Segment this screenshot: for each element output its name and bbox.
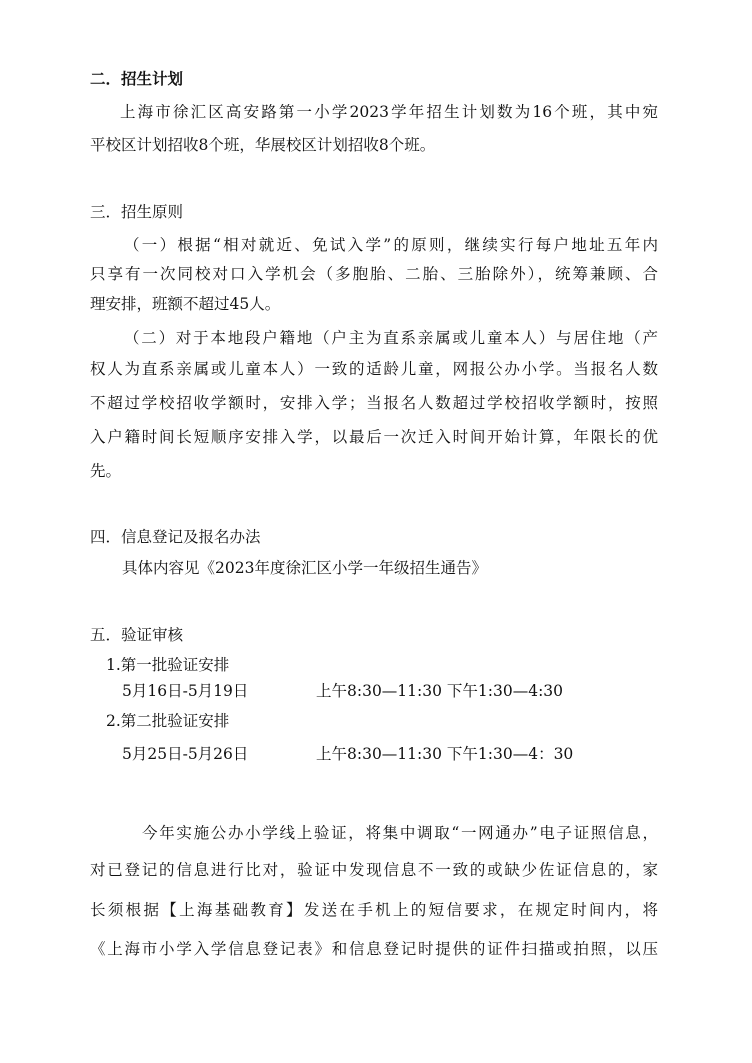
paragraph-line: 平校区计划招收8个班，华展校区计划招收8个班。 bbox=[90, 136, 436, 154]
paragraph-line: 今年实施公办小学线上验证，将集中调取“一网通办”电子证照信息， bbox=[142, 824, 658, 842]
paragraph-line: 理安排，班额不超过45人。 bbox=[90, 295, 281, 313]
paragraph-line: 不超过学校招收学额时，安排入学；当报名人数超过学校招收学额时，按照 bbox=[90, 394, 658, 412]
batch-time: 上午8:30—11:30 下午1:30—4：30 bbox=[316, 745, 574, 763]
paragraph-line: 先。 bbox=[90, 462, 122, 480]
section-heading-registration: 四．信息登记及报名办法 bbox=[90, 528, 261, 546]
paragraph-line: 具体内容见《2023年度徐汇区小学一年级招生通告》 bbox=[122, 559, 487, 577]
batch-dates: 5月25日-5月26日 bbox=[122, 745, 249, 763]
paragraph-line: （二）对于本地段户籍地（户主为直系亲属或儿童本人）与居住地（产 bbox=[124, 329, 658, 347]
paragraph-line: 长须根据【上海基础教育】发送在手机上的短信要求，在规定时间内，将 bbox=[90, 901, 658, 919]
paragraph-line: 上海市徐汇区高安路第一小学2023学年招生计划数为16个班，其中宛 bbox=[120, 103, 658, 121]
paragraph-line: （一）根据“相对就近、免试入学”的原则，继续实行每户地址五年内 bbox=[124, 236, 658, 254]
batch-time: 上午8:30—11:30 下午1:30—4:30 bbox=[316, 682, 564, 700]
paragraph-line: 权人为直系亲属或儿童本人）一致的适龄儿童，网报公办小学。当报名人数 bbox=[90, 360, 658, 378]
batch-title: 2.第二批验证安排 bbox=[106, 712, 230, 730]
paragraph-line: 只享有一次同校对口入学机会（多胞胎、二胎、三胎除外），统筹兼顾、合 bbox=[90, 265, 658, 283]
batch-dates: 5月16日-5月19日 bbox=[122, 682, 249, 700]
section-heading-principles: 三．招生原则 bbox=[90, 203, 184, 221]
batch-title: 1.第一批验证安排 bbox=[106, 656, 230, 674]
paragraph-line: 入户籍时间长短顺序安排入学，以最后一次迁入时间开始计算，年限长的优 bbox=[90, 428, 658, 446]
paragraph-line: 《上海市小学入学信息登记表》和信息登记时提供的证件扫描或拍照，以压 bbox=[90, 940, 658, 958]
section-heading-verification: 五．验证审核 bbox=[90, 626, 184, 644]
paragraph-line: 对已登记的信息进行比对，验证中发现信息不一致的或缺少佐证信息的，家 bbox=[90, 861, 658, 879]
section-heading-plan: 二．招生计划 bbox=[90, 69, 184, 88]
